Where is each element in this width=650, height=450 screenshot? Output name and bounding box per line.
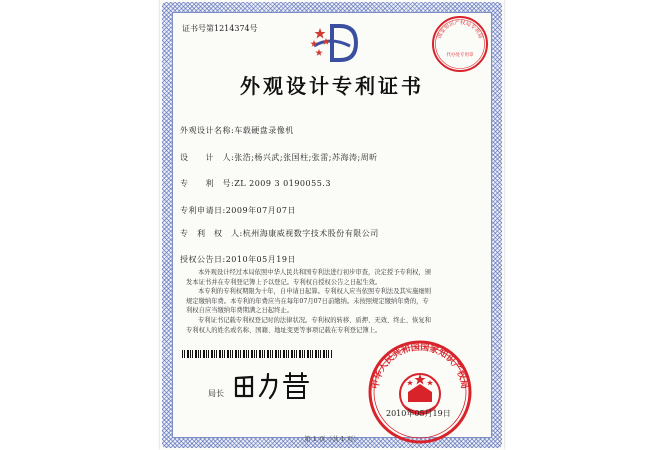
certificate-body [186, 268, 478, 335]
body-line: 本专利的专利权期限为十年，自申请日起算。专利权人应当依照专利法及其实施细则 [198, 288, 431, 296]
certificate-number-label: 证书号第 [182, 24, 214, 33]
field-value: 张浩;杨兴武;张国柱;张雷;苏海涛;周昕 [234, 153, 378, 162]
field-label: 授权公告日: [180, 255, 226, 264]
field-patentee [180, 228, 379, 239]
field-value: 2009年07月07日 [225, 206, 296, 215]
field-application-date [180, 205, 296, 216]
field-label: 专 利 号: [180, 179, 235, 188]
field-label: 专利申请日: [180, 206, 226, 215]
certificate-number [182, 23, 258, 34]
certificate-number-suffix: 号 [249, 24, 258, 33]
field-label: 外观设计名称: [180, 126, 235, 135]
director-label: 局长 [208, 389, 224, 398]
field-label: 专 利 权 人: [180, 229, 243, 238]
field-value: 2010年05月19日 [225, 255, 296, 264]
sipo-logo-icon [310, 20, 362, 66]
field-designers [180, 152, 378, 163]
body-line: 发本证书并在专利登记簿上予以登记。专利权自授权公告之日起生效。 [186, 278, 382, 286]
field-label: 设 计 人: [180, 153, 235, 162]
body-line: 专利证书记载专利权登记时的法律状况。专利权的转移、质押、无效、终止、恢复和 [198, 316, 431, 324]
seal-date: 2010年05月19日 [386, 409, 451, 418]
agency-stamp-text: 国家知识产权局专利局 [436, 19, 484, 40]
field-grant-date [180, 254, 296, 265]
body-line: 规定缴纳年费。本专利的年费应当在每年07月07日前缴纳。未按照规定缴纳年费的，专 [186, 297, 429, 305]
field-patent-number [180, 178, 331, 189]
agency-stamp-subtext: 代办处专用章 [446, 53, 474, 58]
agency-stamp [430, 14, 490, 74]
patent-certificate [160, 0, 504, 450]
seal-text: 中华人民共和国国家知识产权局 [370, 342, 470, 390]
page-footer: 第 1 页（共 1 页） [304, 435, 360, 443]
field-value: ZL 2009 3 0190055.3 [234, 179, 331, 188]
body-line: 利权自应当缴纳年费期满之日起终止。 [186, 307, 294, 315]
field-value: 杭州海康威视数字技术股份有限公司 [242, 229, 379, 238]
field-design-name [180, 125, 294, 136]
certificate-title: 外观设计专利证书 [240, 74, 424, 98]
body-line: 本外观设计经过本局依照中华人民共和国专利法进行初步审查，决定授予专利权，颁 [198, 269, 431, 276]
director-signature [232, 370, 314, 402]
body-line: 专利权人的姓名或名称、国籍、地址变更等事项记载在专利登记簿上。 [186, 326, 382, 334]
field-value: 车载硬盘录像机 [234, 126, 294, 135]
barcode [182, 350, 332, 358]
certificate-number-value: 1214374 [214, 24, 250, 33]
national-ip-office-seal [356, 330, 484, 445]
